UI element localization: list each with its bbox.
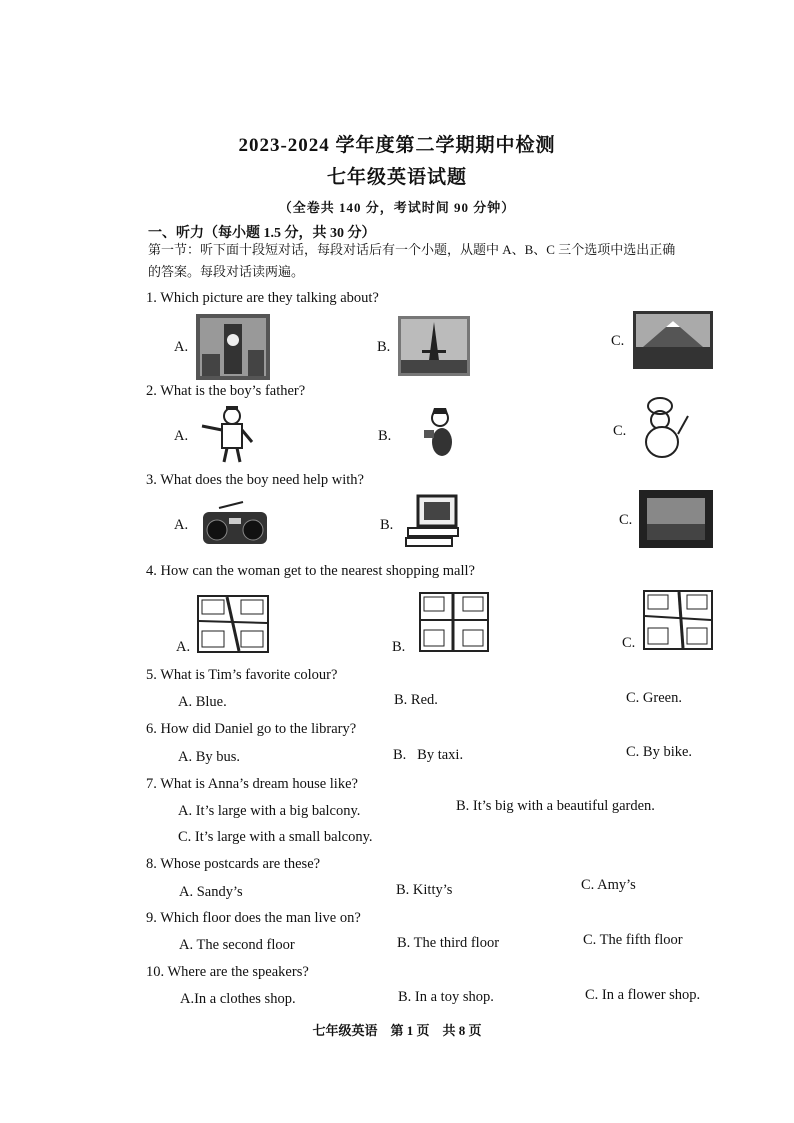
q9-option-c: C. The fifth floor [583,932,683,948]
q1-option-c-label: C. [611,333,625,349]
q7-option-b: B. It’s big with a beautiful garden. [456,798,655,814]
q3-option-b-label: B. [380,517,394,533]
question-2: 2. What is the boy’s father? [146,383,306,399]
question-10: 10. Where are the speakers? [146,964,309,980]
q6-option-c: C. By bike. [626,744,693,760]
q5-option-b: B. Red. [394,692,438,708]
q8-option-b: B. Kitty’s [396,882,453,898]
q7-option-c: C. It’s large with a small balcony. [178,829,373,845]
tv-picture [639,490,713,548]
cook-picture [636,396,694,460]
q4-option-b-label: B. [392,639,406,655]
q9-option-a: A. The second floor [179,937,295,953]
mountain-picture [633,311,713,369]
clock-tower-picture [196,314,270,380]
q10-option-b: B. In a toy shop. [398,989,494,1005]
q5-option-c: C. Green. [626,690,682,706]
section-heading: 一、听力（每小题 1.5 分，共 30 分） [148,226,376,241]
question-7: 7. What is Anna’s dream house like? [146,776,358,792]
question-4: 4. How can the woman get to the nearest shopping mall? [146,563,475,579]
q9-option-b: B. The third floor [397,935,500,951]
q1-option-a-label: A. [174,339,189,355]
q4-option-c-label: C. [622,635,636,651]
q2-option-c-label: C. [613,423,627,439]
q10-option-a: A.In a clothes shop. [180,991,296,1007]
page-footer: 七年级英语 第 1 页 共 8 页 [312,1023,482,1038]
q3-option-c-label: C. [619,512,633,528]
q8-option-a: A. Sandy’s [179,884,243,900]
q1-option-b-label: B. [377,339,391,355]
q4-option-a-label: A. [176,639,191,655]
instruction-line-2: 的答案。每段对话读两遍。 [148,264,305,279]
q8-option-c: C. Amy’s [581,877,636,893]
q2-option-a-label: A. [174,428,189,444]
question-8: 8. Whose postcards are these? [146,856,321,872]
q3-option-a-label: A. [174,517,189,533]
map-b-picture [419,592,489,652]
q6-option-a: A. By bus. [178,749,241,765]
q6-option-b: B. By taxi. [393,747,464,763]
postman-picture [420,406,462,462]
q2-option-b-label: B. [378,428,392,444]
exam-note: （全卷共 140 分，考试时间 90 分钟） [278,200,516,215]
eiffel-tower-picture [398,316,470,376]
question-1: 1. Which picture are they talking about? [146,290,379,306]
q5-option-a: A. Blue. [178,694,227,710]
instruction-line-1: 第一节：听下面十段短对话，每段对话后有一个小题，从题中 A、B、C 三个选项中选出正确 [148,242,676,257]
map-c-picture [643,590,713,650]
q10-option-c: C. In a flower shop. [585,987,701,1003]
q7-option-a: A. It’s large with a big balcony. [178,803,361,819]
question-3: 3. What does the boy need help with? [146,472,364,488]
question-9: 9. Which floor does the man live on? [146,910,361,926]
map-a-picture [197,595,269,653]
exam-subtitle: 七年级英语试题 [326,167,467,188]
question-6: 6. How did Daniel go to the library? [146,721,357,737]
exam-title: 2023-2024 学年度第二学期期中检测 [238,135,556,156]
radio-picture [199,500,271,548]
doctor-picture [196,404,260,464]
question-5: 5. What is Tim’s favorite colour? [146,667,338,683]
computer-picture [402,494,462,548]
